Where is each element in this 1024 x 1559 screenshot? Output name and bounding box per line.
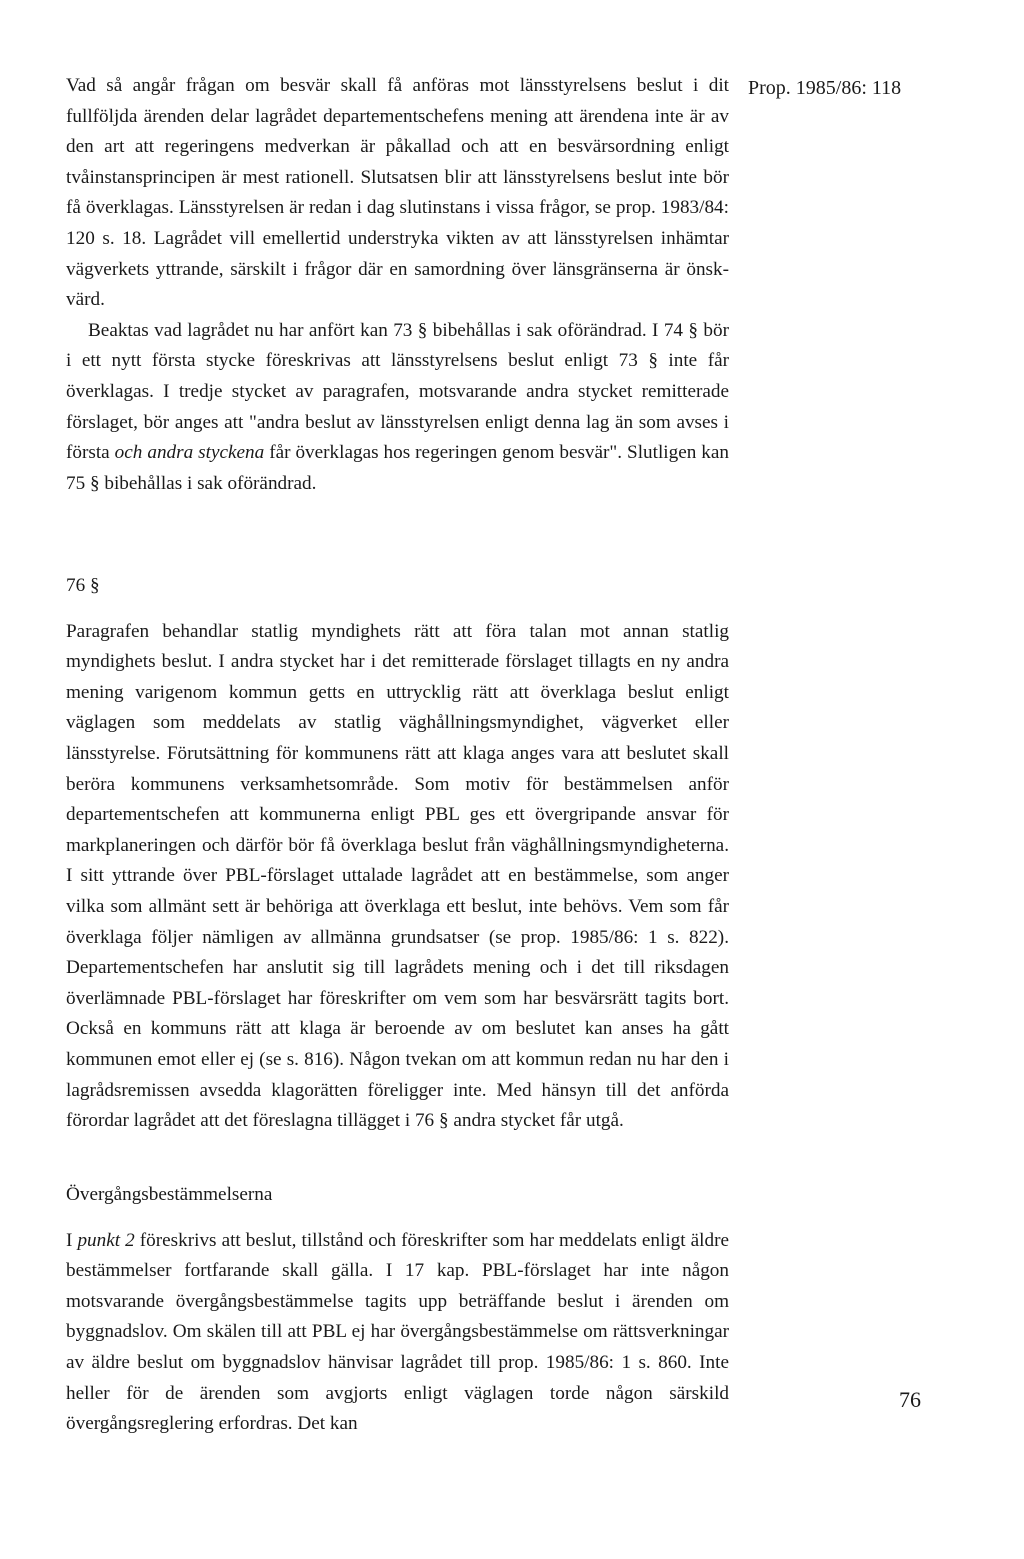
paragraph — [66, 617, 729, 1137]
paragraph-text: Vad så angår frågan om besvär skall få anföras mot länsstyrelsens beslut i dit fullföljda ärenden delar lagrådet departementschefens mening att ärendena inte är av den art att regeringens medverkan är påkallad och att en besvärsordning enligt tvåinstansprincipen är mest rationell. Slutsatsen blir att länsstyrelsens beslut inte bör få överklagas. Länsstyrelsen är redan i dag slutinstans i vissa frågor, se prop. 1983/84: 120 s. 18. Lagrådet vill emellertid understryka vikten av att länsstyrelsen inhämtar vägverkets yttrande, särskilt i frågor där en samordning över länsgränserna är önskvärd. — [66, 75, 729, 311]
section-heading: Övergångsbestämmelserna — [66, 1184, 273, 1205]
paragraph — [66, 316, 729, 500]
italic-text: punkt 2 — [77, 1229, 135, 1251]
paragraph-text: Paragrafen behandlar statlig myndighets rätt att föra talan mot annan statlig myndighets beslut. I andra stycket har i det remitterade förslaget tillagts en ny andra mening varigenom kommun getts en uttrycklig rätt att överklaga beslut enligt väglagen som meddelats av statlig väghållningsmyndighet, vägverket eller länsstyrelse. Förutsättning för kommunens rätt att klaga anges vara att beslutet skall beröra kommunens verksamhetsområde. Som motiv för bestämmelsen anför departementschefen att kommunerna enligt PBL ges ett övergripande ansvar för markplaneringen och därför bör få överklaga beslut från väghållningsmyndigheterna. I sitt yttrande över PBL-förslaget uttalade lagrådet att en bestämmelse, som anger vilka som allmänt sett är behöriga att överklaga ett beslut, inte behövs. Vem som får överklaga följer nämligen av allmänna grundsatser (se prop. 1985/86: 1 s. 822). Departementschefen har anslutit sig till lagrådets mening och i det till riksdagen överlämnade PBL-förslaget har föreskrifter om vem som har besvärsrätt tagits bort. Också en kommuns rätt att klaga är beroende av om beslutet kan anses ha gått kommunen emot eller ej (se s. 816). Någon tvekan om att kommun redan nu har den i lagrådsremissen avsedda klagorätten föreligger inte. Med hänsyn till det anförda förordar lagrådet att det föreslagna tillägget i 76 § andra stycket får utgå. — [66, 620, 729, 1132]
page-number: 76 — [899, 1387, 921, 1412]
paragraph — [66, 1226, 729, 1440]
paragraph-text: får överklagas hos regeringen genom besvär". Slutligen kan 75 § bibehållas i sak oförändrad. — [66, 442, 730, 494]
section-heading: 76 § — [66, 575, 100, 596]
paragraph-text: föreskrivs att beslut, tillstånd och föreskrifter som har meddelats enligt äldre bestämmelser fortfarande skall gälla. I 17 kap. PBL-förslaget har inte någon motsvarande övergångsbestämmelse tagits upp beträffande beslut i ärenden om byggnadslov. Om skälen till att PBL ej har övergångsbestämmelse om rättsverkningar av äldre beslut om byggnadslov hänvisar lagrådet till prop. 1985/86: 1 s. 860. Inte heller för de ärenden som avgjorts enligt väglagen torde någon särskild övergångsreglering erfordras. Det kan — [66, 1229, 729, 1435]
paragraph — [66, 71, 729, 316]
paragraph-text: I — [66, 1229, 78, 1251]
prop-reference: Prop. 1985/86: 118 — [748, 77, 902, 99]
section-transitional-provisions — [66, 1180, 729, 1440]
paragraph-text: Beaktas vad lagrådet nu har anfört kan 73 § bibehållas i sak oförändrad. I 74 § bör i ett nytt första stycke föreskrivas att länsstyrelsens beslut enligt 73 § inte får överklagas. I tredje stycket av paragrafen, motsvarande andra stycket remitterade förslaget, bör anges att "andra beslut av länsstyrelsen enligt denna lag än som avses i första — [66, 319, 729, 464]
italic-text: och andra styckena — [114, 442, 265, 464]
section-76 — [66, 571, 729, 1137]
section-intro — [66, 71, 729, 499]
